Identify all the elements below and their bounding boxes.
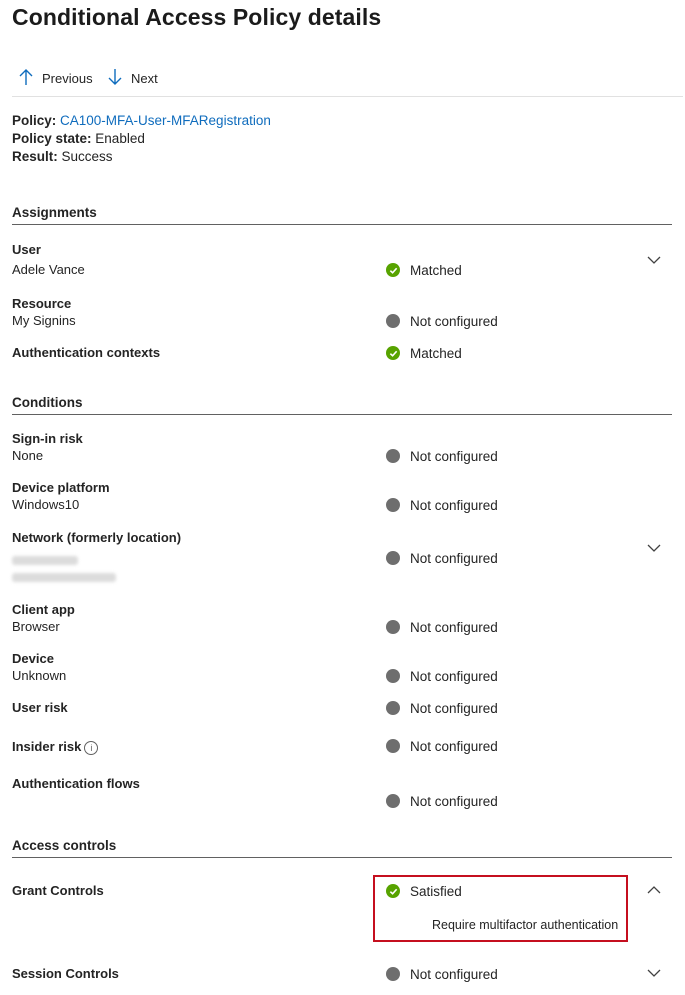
check-circle-icon xyxy=(386,346,400,360)
policy-line xyxy=(12,113,271,128)
gray-circle-icon xyxy=(386,498,400,512)
gray-circle-icon xyxy=(386,551,400,565)
auth-flows-status xyxy=(386,792,498,810)
check-circle-icon xyxy=(386,263,400,277)
grant-controls-status xyxy=(386,882,462,900)
session-controls-status xyxy=(386,965,498,983)
device-platform-value: Windows10 xyxy=(12,497,80,512)
grant-collapse-chevron-up-icon[interactable] xyxy=(644,880,664,900)
network-label: Network (formerly location) xyxy=(12,530,182,545)
gray-circle-icon xyxy=(386,314,400,328)
resource-label: Resource xyxy=(12,296,72,311)
access-controls-heading: Access controls xyxy=(12,838,672,858)
network-status-text: Not configured xyxy=(410,550,498,566)
next-button[interactable] xyxy=(107,66,158,90)
device-status-text: Not configured xyxy=(410,668,498,684)
user-value: Adele Vance xyxy=(12,262,85,277)
insider-risk-status xyxy=(386,737,498,755)
grant-controls-status-text: Satisfied xyxy=(410,883,462,899)
nav-divider xyxy=(12,96,683,97)
insider-risk-label: Insider risk xyxy=(12,739,82,754)
client-app-value: Browser xyxy=(12,619,60,634)
result-value: Success xyxy=(61,149,113,164)
gray-circle-icon xyxy=(386,620,400,634)
auth-contexts-label: Authentication contexts xyxy=(12,345,161,360)
previous-label: Previous xyxy=(42,70,93,86)
result-line xyxy=(12,149,113,164)
auth-contexts-status xyxy=(386,344,462,362)
insider-risk-status-text: Not configured xyxy=(410,738,498,754)
gray-circle-icon xyxy=(386,967,400,981)
sign-in-risk-status-text: Not configured xyxy=(410,448,498,464)
client-app-status-text: Not configured xyxy=(410,619,498,635)
resource-status-text: Not configured xyxy=(410,313,498,329)
policy-state-line xyxy=(12,131,145,146)
client-app-status xyxy=(386,618,498,636)
policy-label: Policy: xyxy=(12,113,57,128)
info-icon[interactable]: i xyxy=(84,741,98,755)
page-title: Conditional Access Policy details xyxy=(12,4,382,30)
sign-in-risk-value: None xyxy=(12,448,44,463)
gray-circle-icon xyxy=(386,794,400,808)
client-app-label: Client app xyxy=(12,602,75,617)
session-controls-label: Session Controls xyxy=(12,966,119,981)
device-platform-status xyxy=(386,496,498,514)
user-risk-label: User risk xyxy=(12,700,68,715)
policy-name-link[interactable]: CA100-MFA-User-MFARegistration xyxy=(60,113,271,128)
resource-status xyxy=(386,312,498,330)
resource-value: My Signins xyxy=(12,313,76,328)
insider-risk-row-label xyxy=(12,739,98,755)
device-value: Unknown xyxy=(12,668,67,683)
next-label: Next xyxy=(131,70,158,86)
arrow-down-icon xyxy=(107,68,123,89)
user-risk-status xyxy=(386,699,498,717)
conditions-heading: Conditions xyxy=(12,395,672,415)
gray-circle-icon xyxy=(386,669,400,683)
user-expand-chevron-down-icon[interactable] xyxy=(644,250,664,270)
network-expand-chevron-down-icon[interactable] xyxy=(644,538,664,558)
policy-state-value: Enabled xyxy=(95,131,145,146)
grant-controls-label: Grant Controls xyxy=(12,883,104,898)
redacted-network-value xyxy=(12,556,78,565)
device-status xyxy=(386,667,498,685)
user-risk-status-text: Not configured xyxy=(410,700,498,716)
user-label: User xyxy=(12,242,41,257)
grant-requirement: Require multifactor authentication xyxy=(432,918,619,932)
auth-flows-status-text: Not configured xyxy=(410,793,498,809)
policy-state-label: Policy state: xyxy=(12,131,92,146)
gray-circle-icon xyxy=(386,739,400,753)
device-platform-label: Device platform xyxy=(12,480,110,495)
gray-circle-icon xyxy=(386,449,400,463)
check-circle-icon xyxy=(386,884,400,898)
auth-flows-label: Authentication flows xyxy=(12,776,140,791)
redacted-ip-value xyxy=(12,573,116,582)
device-platform-status-text: Not configured xyxy=(410,497,498,513)
user-status xyxy=(386,261,462,279)
device-label: Device xyxy=(12,651,54,666)
sign-in-risk-label: Sign-in risk xyxy=(12,431,83,446)
network-status xyxy=(386,549,498,567)
result-label: Result: xyxy=(12,149,58,164)
gray-circle-icon xyxy=(386,701,400,715)
session-expand-chevron-down-icon[interactable] xyxy=(644,963,664,983)
user-status-text: Matched xyxy=(410,262,462,278)
sign-in-risk-status xyxy=(386,447,498,465)
auth-contexts-status-text: Matched xyxy=(410,345,462,361)
session-controls-status-text: Not configured xyxy=(410,966,498,982)
previous-button[interactable] xyxy=(18,66,93,90)
assignments-heading: Assignments xyxy=(12,205,672,225)
arrow-up-icon xyxy=(18,68,34,89)
